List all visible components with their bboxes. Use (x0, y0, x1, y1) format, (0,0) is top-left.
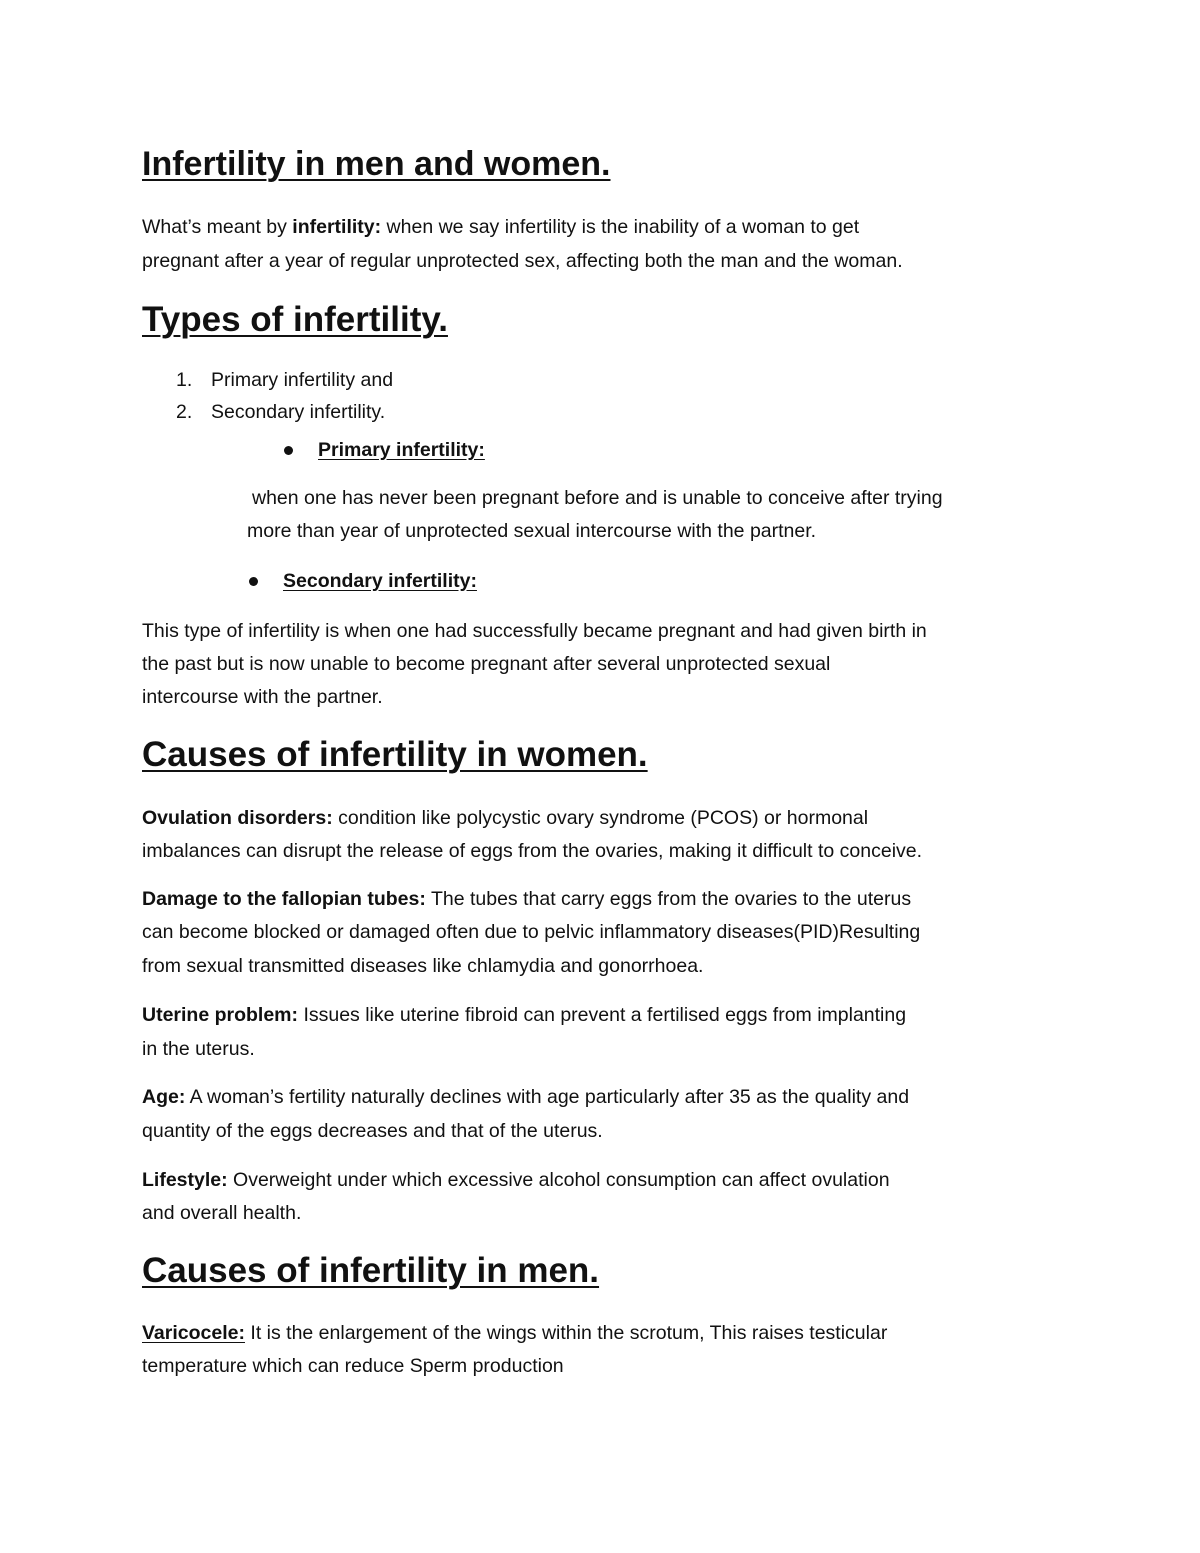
varicocele-label: Varicocele: (142, 1322, 245, 1344)
age-line-1 (142, 1080, 909, 1114)
age-line-2: quantity of the eggs decreases and that of the uterus. (142, 1120, 603, 1142)
ovulation-line-1 (142, 801, 868, 835)
definition-lead: What’s meant by (142, 216, 293, 238)
primary-definition-line-2: more than year of unprotected sexual intercourse with the partner. (247, 520, 817, 542)
varicocele-line-2: temperature which can reduce Sperm production (142, 1355, 564, 1377)
list-item-primary: Primary infertility and (211, 369, 394, 391)
definition-line-2: pregnant after a year of regular unprotected sex, affecting both the man and the woman. (142, 250, 903, 272)
list-item-secondary: Secondary infertility. (211, 401, 386, 423)
secondary-definition-line-2: the past but is now unable to become pregnant after several unprotected sexual (142, 653, 831, 675)
varicocele-line-1 (142, 1316, 887, 1350)
definition-line-1 (142, 210, 859, 244)
definition-text: when we say infertility is the inability of a woman to get (381, 216, 860, 238)
tubes-line-2: can become blocked or damaged often due to pelvic inflammatory diseases(PID)Resulting (142, 921, 921, 943)
uterine-text: Issues like uterine fibroid can prevent a fertilised eggs from implanting (298, 1004, 907, 1026)
tubes-line-3: from sexual transmitted diseases like chlamydia and gonorrhoea. (142, 955, 704, 977)
ovulation-text: condition like polycystic ovary syndrome (PCOS) or hormonal (332, 807, 869, 829)
bullet-icon (249, 577, 258, 586)
age-text: A woman’s fertility naturally declines with age particularly after 35 as the quality and (185, 1086, 910, 1108)
lifestyle-line-2: and overall health. (142, 1202, 302, 1224)
age-label: Age: (142, 1086, 186, 1108)
tubes-text: The tubes that carry eggs from the ovaries to the uterus (425, 888, 912, 910)
uterine-label: Uterine problem: (142, 1004, 299, 1026)
uterine-line-2: in the uterus. (142, 1038, 255, 1060)
tubes-line-1 (142, 882, 911, 916)
women-causes-heading: Causes of infertility in women. (142, 735, 648, 774)
list-number-1: 1. (176, 369, 193, 391)
primary-infertility-label: Primary infertility: (318, 439, 485, 461)
varicocele-text: It is the enlargement of the wings within the scrotum, This raises testicular (244, 1322, 888, 1344)
ovulation-label: Ovulation disorders: (142, 807, 333, 829)
list-number-2: 2. (176, 401, 193, 423)
primary-definition-line-1: when one has never been pregnant before and is unable to conceive after trying (252, 487, 943, 509)
secondary-definition-line-1: This type of infertility is when one had successfully became pregnant and had given birth in (142, 620, 927, 642)
secondary-infertility-label: Secondary infertility: (283, 570, 477, 592)
lifestyle-line-1 (142, 1163, 890, 1197)
bullet-icon (284, 446, 293, 455)
document-title: Infertility in men and women. (142, 145, 611, 183)
lifestyle-label: Lifestyle: (142, 1169, 228, 1191)
men-causes-heading: Causes of infertility in men. (142, 1251, 600, 1290)
uterine-line-1 (142, 998, 906, 1032)
definition-term: infertility: (292, 216, 382, 238)
tubes-label: Damage to the fallopian tubes: (142, 888, 426, 910)
secondary-definition-line-3: intercourse with the partner. (142, 686, 383, 708)
ovulation-line-2: imbalances can disrupt the release of eggs from the ovaries, making it difficult to conceive. (142, 840, 923, 862)
lifestyle-text: Overweight under which excessive alcohol consumption can affect ovulation (227, 1169, 890, 1191)
types-heading: Types of infertility. (142, 300, 448, 339)
